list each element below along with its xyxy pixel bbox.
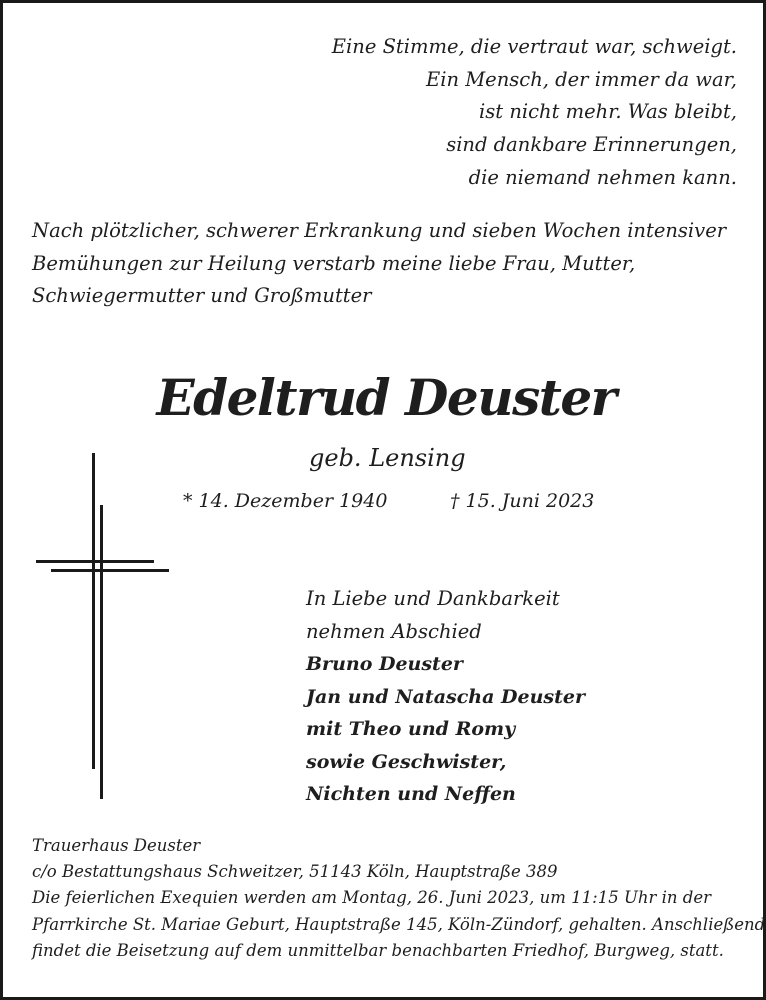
intro-line: Nach plötzlicher, schwerer Erkrankung und sieben Wochen intensiver <box>32 219 727 242</box>
poem-line: Eine Stimme, die vertraut war, schweigt. <box>331 35 737 58</box>
death-date: † 15. Juni 2023 <box>450 490 595 512</box>
family-member: Nichten und Neffen <box>306 783 516 805</box>
farewell-line: In Liebe und Dankbarkeit <box>306 587 560 610</box>
footer-line: c/o Bestattungshaus Schweitzer, 51143 Köln, Hauptstraße 389 <box>32 862 558 882</box>
cross-icon <box>33 453 173 803</box>
birth-date: * 14. Dezember 1940 <box>183 490 388 512</box>
poem-line: die niemand nehmen kann. <box>468 165 737 189</box>
intro-line: Bemühungen zur Heilung verstarb meine liebe Frau, Mutter, <box>32 251 636 275</box>
intro-line: Schwiegermutter und Großmutter <box>32 284 372 308</box>
deceased-name: Edeltrud Deuster <box>156 368 616 427</box>
poem <box>332 31 737 195</box>
family-member: Bruno Deuster <box>306 653 463 675</box>
family-member: Jan und Natascha Deuster <box>306 685 585 708</box>
farewell-line: nehmen Abschied <box>306 619 482 643</box>
family-list <box>306 648 585 811</box>
footer-line: Die feierlichen Exequien werden am Montag, 26. Juni 2023, um 11:15 Uhr in der <box>32 888 711 908</box>
footer-line: Pfarrkirche St. Mariae Geburt, Hauptstraße 145, Köln-Zündorf, gehalten. Anschließend <box>32 914 766 934</box>
farewell-text <box>306 583 560 648</box>
family-member: sowie Geschwister, <box>306 750 507 773</box>
poem-line: Ein Mensch, der immer da war, <box>425 67 737 91</box>
maiden-name: geb. Lensing <box>309 444 466 472</box>
poem-line: ist nicht mehr. Was bleibt, <box>479 100 737 124</box>
poem-line: sind dankbare Erinnerungen, <box>446 133 737 157</box>
funeral-details <box>32 833 765 964</box>
intro-text <box>32 215 726 313</box>
footer-line: Trauerhaus Deuster <box>32 836 201 855</box>
footer-line: findet die Beisetzung auf dem unmittelbar benachbarten Friedhof, Burgweg, statt. <box>32 940 724 960</box>
family-member: mit Theo und Romy <box>306 718 516 740</box>
